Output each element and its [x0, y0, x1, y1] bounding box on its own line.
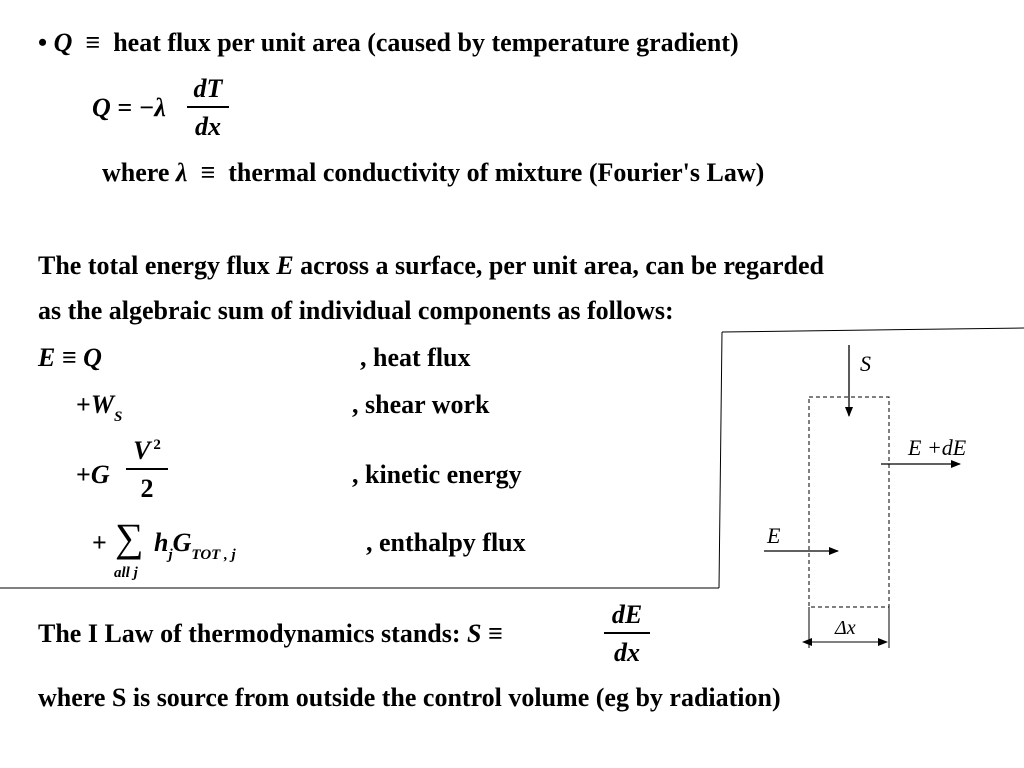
divider-horizontal-top [722, 328, 1024, 332]
bullet: • [38, 28, 48, 57]
source-label: S [860, 351, 871, 376]
first-law-fraction [604, 602, 650, 666]
kinetic-denominator: 2 [140, 474, 154, 503]
energy-flux-symbol: E [276, 251, 294, 280]
width-label: Δx [835, 617, 856, 639]
plus-sign: + [92, 528, 107, 557]
expr-w: W [90, 390, 114, 419]
paragraph-text-c: as the algebraic sum of individual components as follows: [38, 296, 674, 325]
out-label: E +dE [908, 435, 967, 460]
label-heat-flux: , heat flux [360, 343, 471, 372]
label-shear-work: , shear work [352, 390, 490, 419]
expr-equiv: ≡ [61, 343, 77, 372]
expr-q: Q [83, 343, 102, 372]
where-word: where [102, 158, 170, 187]
first-law-line [38, 621, 503, 647]
fourier-lhs: Q [92, 93, 111, 122]
expr-w-sub: S [113, 409, 123, 425]
kinetic-v: V [133, 436, 151, 465]
divider-vertical [719, 332, 722, 588]
first-law-lhs: S [467, 619, 482, 648]
fourier-numerator: dT [193, 74, 223, 103]
sigma: ∑ [115, 515, 144, 560]
conductivity-description: thermal conductivity of mixture (Fourier's Law) [228, 158, 765, 187]
heat-flux-description: heat flux per unit area (caused by temperature gradient) [113, 28, 739, 57]
first-law-text: The I Law of thermodynamics stands: [38, 619, 461, 648]
expr-e: E [38, 343, 56, 372]
fourier-rhs-prefix: = −λ [117, 93, 166, 122]
term-g: G [172, 528, 192, 557]
expr-g: G [90, 460, 110, 489]
kinetic-v-sup: 2 [153, 437, 161, 453]
paragraph-text-b: across a surface, per unit area, can be regarded [300, 251, 824, 280]
in-label: E [767, 523, 781, 548]
heat-flux-symbol: Q [53, 28, 73, 57]
control-volume-box [809, 397, 889, 607]
first-law-denominator: dx [614, 638, 640, 667]
term-g-sub: TOT , j [191, 547, 236, 563]
equiv-sign: ≡ [85, 28, 101, 57]
equiv-sign: ≡ [488, 619, 503, 648]
term-h-sub: j [168, 547, 173, 563]
plus-sign: + [76, 460, 91, 489]
label-kinetic-energy: , kinetic energy [352, 460, 522, 489]
fourier-denominator: dx [195, 112, 221, 141]
label-enthalpy-flux: , enthalpy flux [366, 528, 526, 557]
equiv-sign: ≡ [200, 158, 216, 187]
first-law-numerator: dE [611, 600, 643, 629]
source-note [38, 685, 781, 711]
term-h: h [154, 528, 169, 557]
sum-under-text: all j [114, 565, 138, 581]
plus-sign: + [76, 390, 91, 419]
fraction-bar [604, 632, 650, 634]
source-note-text: where S is source from outside the control volume (eg by radiation) [38, 683, 781, 712]
paragraph-text-a: The total energy flux [38, 251, 270, 280]
lambda-symbol: λ [175, 158, 188, 187]
